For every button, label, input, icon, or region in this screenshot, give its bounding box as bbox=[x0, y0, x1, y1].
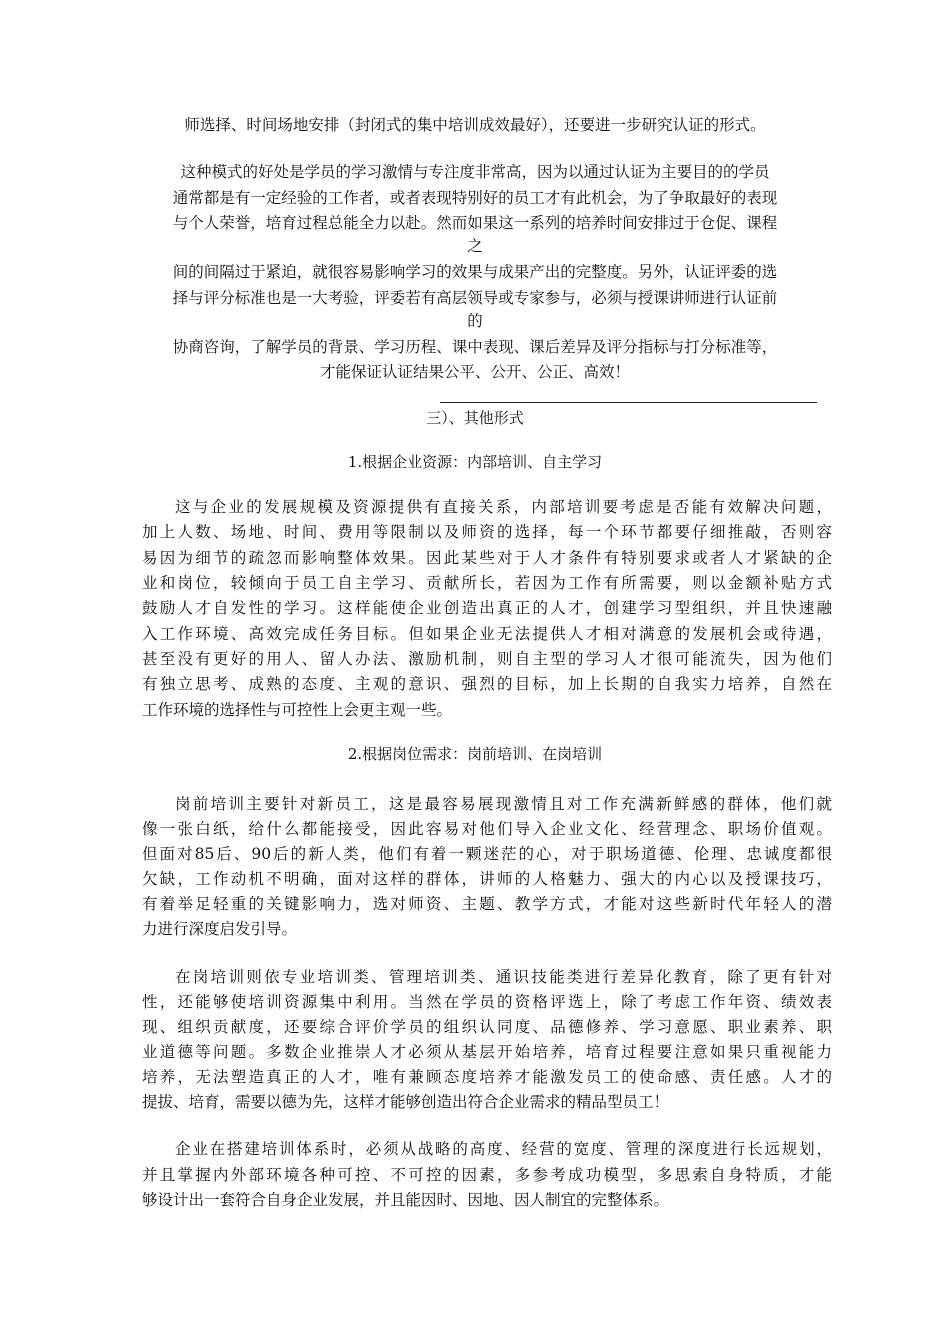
para-a-line: 之 bbox=[467, 237, 483, 255]
para-c-line: 力进行深度启发引导。 bbox=[142, 920, 298, 938]
para-a-line: 的 bbox=[467, 312, 483, 330]
para-a-line: 协商咨询，了解学员的背景、学习历程、课中表现、课后差异及评分指标与打分标准等， bbox=[172, 338, 778, 356]
para-c-line: 岗前培训主要针对新员工，这是最容易展现激情且对工作充满新鲜感的群体，他们就 bbox=[175, 795, 832, 813]
para-a-line: 间的间隔过于紧迫，就很容易影响学习的效果与成果产出的完整度。另外，认证评委的选 bbox=[172, 263, 778, 281]
para-b-line: 有独立思考、成熟的态度、主观的意识、强烈的目标，加上长期的自我实力培养，自然在 bbox=[142, 675, 832, 693]
para-e-line: 够设计出一套符合自身企业发展，并且能因时、因地、因人制宜的完整体系。 bbox=[142, 1191, 670, 1209]
para-b-line: 入工作环境、高效完成任务目标。但如果企业无法提供人才相对满意的发展机会或待遇， bbox=[142, 625, 832, 643]
para-b-line: 加上人数、场地、时间、费用等限制以及师资的选择，每一个环节都要仔细推敲，否则容 bbox=[142, 523, 832, 541]
para-a-line: 这种模式的好处是学员的学习激情与专注度非常高，因为以通过认证为主要目的的学员 bbox=[180, 163, 770, 181]
para-c-line: 但面对85后、90后的新人类，他们有着一颗迷茫的心，对于职场道德、伦理、忠诚度都很 bbox=[142, 845, 832, 863]
para-b-line: 易因为细节的疏忽而影响整体效果。因此某些对于人才条件有特别要求或者人才紧缺的企 bbox=[142, 549, 832, 567]
para-c-line: 有着举足轻重的关键影响力，选对师资、主题、教学方式，才能对这些新时代年轻人的潜 bbox=[142, 895, 832, 913]
para-e-line: 企业在搭建培训体系时，必须从战略的高度、经营的宽度、管理的深度进行长远规划， bbox=[175, 1140, 832, 1158]
para-b-line: 甚至没有更好的用人、留人办法、激励机制，则自主型的学习人才很可能流失，因为他们 bbox=[142, 650, 832, 668]
para-b-line: 鼓励人才自发性的学习。这样能使企业创造出真正的人才，创建学习型组织，并且快速融 bbox=[142, 599, 832, 617]
section-title: 三）、其他形式 bbox=[426, 409, 524, 427]
para-a-line: 通常都是有一定经验的工作者，或者表现特别好的员工才有此机会，为了争取最好的表现 bbox=[172, 189, 778, 207]
para-d-line: 培养，无法塑造真正的人才，唯有兼顾态度培养才能激发员工的使命感、责任感。人才的 bbox=[142, 1068, 832, 1086]
para-c-line: 欠缺，工作动机不明确，面对这样的群体，讲师的人格魅力、强大的内心以及授课技巧， bbox=[142, 870, 832, 888]
para-a-line: 才能保证认证结果公平、公开、公正、高效！ bbox=[319, 363, 630, 381]
para-c-line: 像一张白纸，给什么都能接受，因此容易对他们导入企业文化、经营理念、职场价值观。 bbox=[142, 820, 832, 838]
para-a-line: 与个人荣誉，培育过程总能全力以赴。然而如果这一系列的培养时间安排过于仓促、课程 bbox=[172, 214, 778, 232]
para-d-line: 提拔、培育，需要以德为先，这样才能够创造出符合企业需求的精品型员工！ bbox=[142, 1093, 670, 1111]
intro-line: 师选择、时间场地安排（封闭式的集中培训成效最好），还要进一步研究认证的形式。 bbox=[184, 116, 766, 134]
subsection-title-2: 2.根据岗位需求：岗前培训、在岗培训 bbox=[347, 745, 603, 763]
section-divider bbox=[440, 402, 817, 403]
para-b-line: 这与企业的发展规模及资源提供有直接关系，内部培训要考虑是否能有效解决问题， bbox=[175, 498, 832, 516]
para-e-line: 并且掌握内外部环境各种可控、不可控的因素，多参考成功模型，多思索自身特质，才能 bbox=[142, 1166, 832, 1184]
para-d-line: 现、组织贡献度，还要综合评价学员的组织认同度、品德修养、学习意愿、职业素养、职 bbox=[142, 1018, 832, 1036]
para-d-line: 性，还能够使培训资源集中利用。当然在学员的资格评选上，除了考虑工作年资、绩效表 bbox=[142, 993, 832, 1011]
para-d-line: 业道德等问题。多数企业推崇人才必须从基层开始培养，培育过程要注意如果只重视能力 bbox=[142, 1043, 832, 1061]
para-a-line: 择与评分标准也是一大考验，评委若有高层领导或专家参与，必须与授课讲师进行认证前 bbox=[172, 289, 778, 307]
para-b-line: 业和岗位，较倾向于员工自主学习、贡献所长，若因为工作有所需要，则以金额补贴方式 bbox=[142, 574, 832, 592]
para-b-line: 工作环境的选择性与可控性上会更主观一些。 bbox=[142, 701, 453, 719]
para-d-line: 在岗培训则依专业培训类、管理培训类、通识技能类进行差异化教育，除了更有针对 bbox=[175, 968, 832, 986]
subsection-title-1: 1.根据企业资源：内部培训、自主学习 bbox=[347, 453, 603, 471]
